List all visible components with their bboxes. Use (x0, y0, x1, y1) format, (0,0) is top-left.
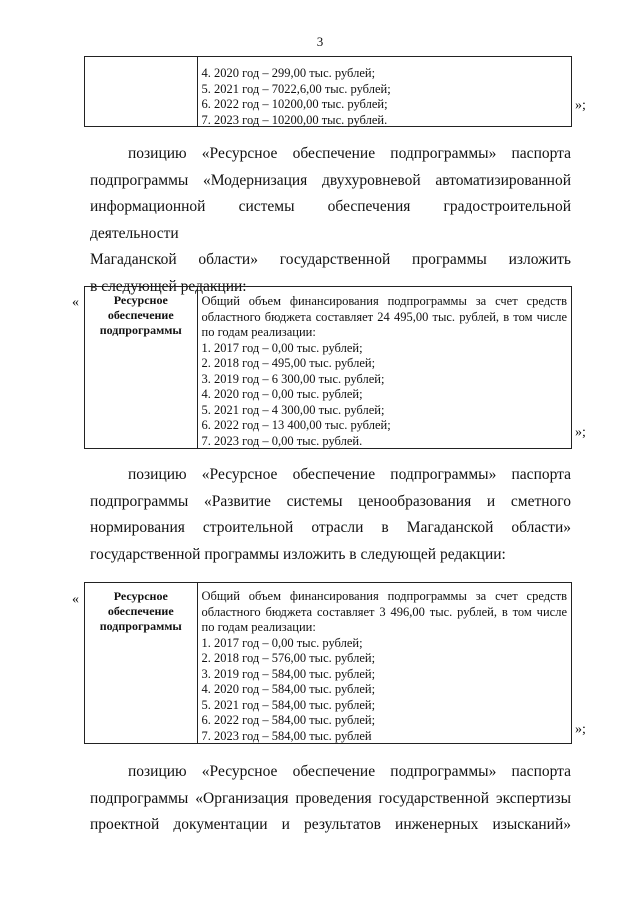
closing-quote-mark: »; (575, 722, 586, 737)
table-line: 6. 2022 год – 13 400,00 тыс. рублей; (201, 418, 391, 432)
table-line: 5. 2021 год – 7022,6,00 тыс. рублей; (201, 81, 391, 96)
table-line: 3. 2019 год – 584,00 тыс. рублей; (201, 666, 376, 681)
table-line: Общий объем финансирования подпрограммы за счет средств (201, 589, 567, 603)
table-label-cell (85, 583, 198, 743)
label-line: подпрограммы (99, 619, 182, 633)
table-line: 4. 2020 год – 0,00 тыс. рублей; (201, 387, 363, 401)
table-line: 7. 2023 год – 584,00 тыс. рублей (201, 728, 372, 743)
label-line: Ресурсное (113, 589, 168, 603)
table-content-cell (198, 287, 571, 448)
table-line: 1. 2017 год – 0,00 тыс. рублей; (201, 635, 363, 650)
table-line: 3. 2019 год – 6 300,00 тыс. рублей; (201, 371, 385, 386)
paragraph-line: Магаданской области» государственной программы изложить (90, 251, 571, 268)
table-line: по годам реализации: (201, 620, 316, 634)
paragraph-line: позицию «Ресурсное обеспечение подпрограммы» паспорта (128, 763, 571, 780)
funding-table (84, 582, 572, 744)
table-line: 2. 2018 год – 576,00 тыс. рублей; (201, 651, 376, 665)
instruction-paragraph (90, 462, 571, 568)
table-line: 4. 2020 год – 584,00 тыс. рублей; (201, 682, 376, 696)
table-line: 1. 2017 год – 0,00 тыс. рублей; (201, 340, 363, 355)
table-label-cell (85, 287, 198, 448)
table-content-cell (198, 57, 571, 126)
funding-table (84, 286, 572, 449)
table-line: областного бюджета составляет 24 495,00 тыс. рублей, в том числе (201, 309, 567, 324)
paragraph-line: подпрограммы «Модернизация двухуровневой автоматизированной (90, 171, 571, 189)
table-line: 5. 2021 год – 584,00 тыс. рублей; (201, 697, 376, 712)
table-line: 4. 2020 год – 299,00 тыс. рублей; (201, 66, 376, 80)
table-content-cell (198, 583, 571, 743)
opening-quote-mark: « (72, 295, 79, 310)
paragraph-line: подпрограммы «Развитие системы ценообразования и сметного (90, 492, 571, 510)
label-line: обеспечение (107, 308, 174, 322)
paragraph-line: проектной документации и результатов инженерных изысканий» (90, 816, 571, 833)
table-label-cell (85, 57, 198, 126)
table-line: Общий объем финансирования подпрограммы за счет средств (201, 294, 567, 308)
opening-quote-mark: « (72, 592, 79, 607)
paragraph-line: подпрограммы «Организация проведения государственной экспертизы (90, 789, 571, 807)
paragraph-line: государственной программы изложить в следующей редакции: (90, 545, 506, 563)
paragraph-line: нормирования строительной отрасли в Магаданской области» (90, 519, 571, 536)
table-line: по годам реализации: (201, 325, 316, 339)
instruction-paragraph (90, 759, 571, 839)
table-line: 6. 2022 год – 10200,00 тыс. рублей; (201, 97, 388, 111)
label-line: Ресурсное (113, 293, 168, 307)
table-line: 5. 2021 год – 4 300,00 тыс. рублей; (201, 402, 385, 417)
closing-quote-mark: »; (575, 425, 586, 440)
table-line: 7. 2023 год – 0,00 тыс. рублей. (201, 433, 363, 448)
table-line: 6. 2022 год – 584,00 тыс. рублей; (201, 713, 376, 727)
paragraph-line: в следующей редакции: (90, 277, 247, 295)
label-line: подпрограммы (99, 323, 182, 337)
funding-table-continuation (84, 56, 572, 127)
paragraph-line: позицию «Ресурсное обеспечение подпрограммы» паспорта (128, 145, 571, 162)
page-number: 3 (316, 34, 324, 49)
label-line: обеспечение (107, 604, 174, 618)
paragraph-line: информационной системы обеспечения градостроительной деятельности (90, 198, 571, 242)
paragraph-line: позицию «Ресурсное обеспечение подпрограммы» паспорта (128, 466, 571, 483)
table-line: 2. 2018 год – 495,00 тыс. рублей; (201, 356, 376, 370)
table-line: областного бюджета составляет 3 496,00 тыс. рублей, в том числе (201, 604, 567, 619)
closing-quote-mark: »; (575, 98, 586, 113)
instruction-paragraph (90, 141, 571, 300)
table-line: 7. 2023 год – 10200,00 тыс. рублей. (201, 112, 388, 127)
